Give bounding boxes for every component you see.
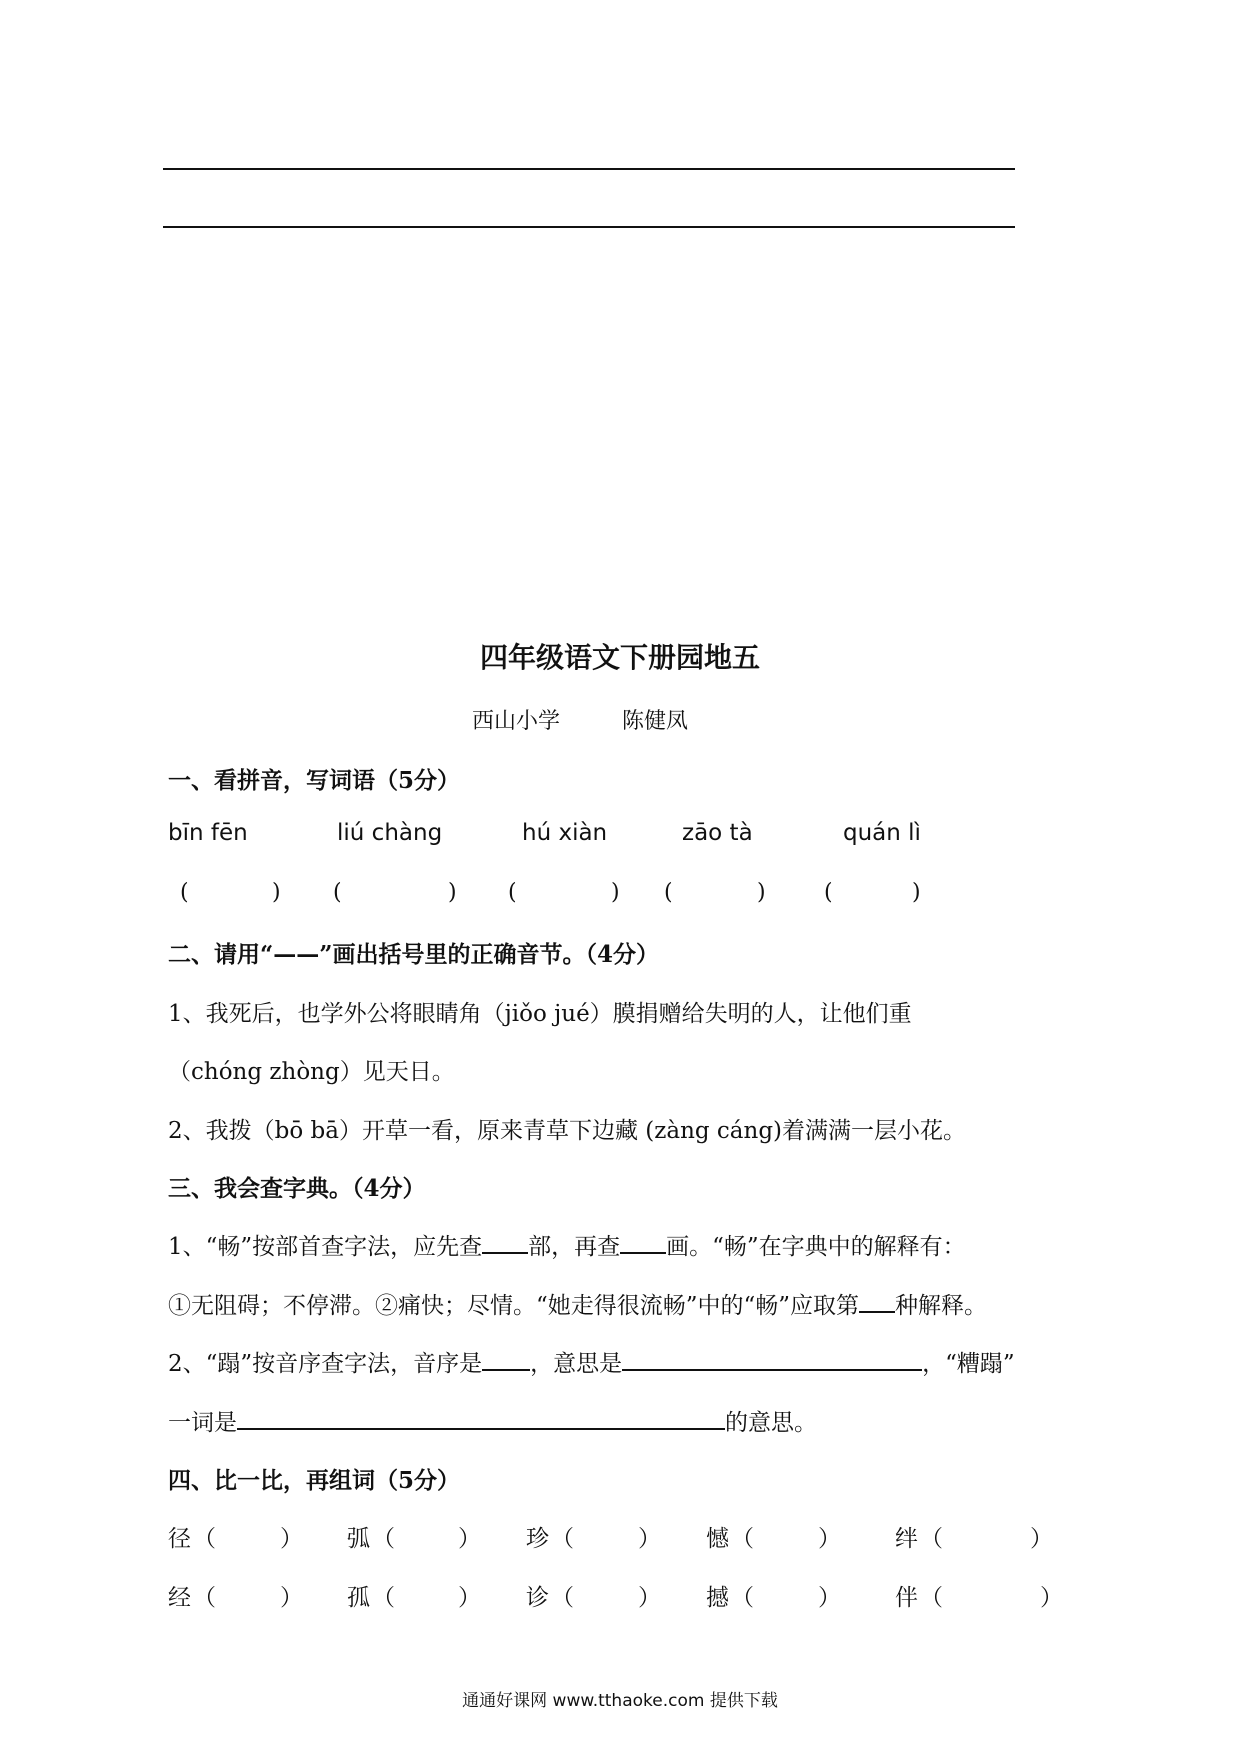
- answer-box-3-close: ): [611, 880, 620, 905]
- compare-paren-2-1-close: ）: [280, 1585, 303, 1611]
- pinyin-1: bīn fēn: [168, 820, 248, 846]
- compare-paren-2-5-close: ）: [1040, 1585, 1063, 1611]
- section3-q1-line2: [168, 1287, 987, 1320]
- writing-line-2: [163, 226, 1015, 228]
- compare-char-2-4: 撼: [706, 1585, 729, 1611]
- answer-box-2-open: (: [333, 880, 342, 905]
- compare-char-1-3: 珍: [526, 1526, 549, 1552]
- pinyin-2: liú chàng: [337, 820, 443, 846]
- section3-heading: 三、我会查字典。（4分）: [168, 1175, 426, 1202]
- section3-q2-text-a: 2、“蹋”按音序查字法，音序是: [168, 1351, 483, 1377]
- section3-q2-text-d: 一词是: [168, 1410, 237, 1436]
- footer-credit: 通通好课网 www.tthaoke.com 提供下载: [462, 1691, 778, 1711]
- compare-paren-2-1-open: （: [193, 1585, 216, 1611]
- compare-paren-1-2-close: ）: [458, 1526, 481, 1552]
- section3-q2-line1: [168, 1345, 1015, 1378]
- blank-strokes[interactable]: [620, 1230, 666, 1254]
- pinyin-4: zāo tà: [682, 820, 753, 846]
- compare-paren-1-4-open: （: [731, 1526, 754, 1552]
- compare-paren-1-4-close: ）: [818, 1526, 841, 1552]
- compare-char-1-5: 绊: [895, 1526, 918, 1552]
- section3-q1-text-c: 画。“畅”在字典中的解释有：: [666, 1234, 966, 1260]
- section3-q2-text-b: ，意思是: [530, 1351, 623, 1377]
- answer-box-1-close: ): [272, 880, 281, 905]
- section3-q2-text-c: ，“糟蹋”: [922, 1351, 1015, 1377]
- answer-box-2-close: ): [448, 880, 457, 905]
- answer-box-5-open: (: [824, 880, 833, 905]
- answer-box-5-close: ): [912, 880, 921, 905]
- author-name: 陈健凤: [622, 709, 689, 734]
- blank-word-meaning[interactable]: [237, 1406, 725, 1430]
- section3-q1-text-d: ①无阻碍；不停滞。②痛快；尽情。“她走得很流畅”中的“畅”应取第: [168, 1293, 860, 1319]
- compare-paren-2-2-close: ）: [458, 1585, 481, 1611]
- pinyin-5: quán lì: [843, 820, 921, 846]
- compare-char-1-2: 弧: [347, 1526, 370, 1552]
- compare-paren-1-1-open: （: [193, 1526, 216, 1552]
- answer-box-3-open: (: [508, 880, 517, 905]
- compare-paren-1-3-open: （: [551, 1526, 574, 1552]
- compare-paren-2-2-open: （: [372, 1585, 395, 1611]
- blank-letter-order[interactable]: [482, 1347, 530, 1371]
- compare-paren-2-4-open: （: [731, 1585, 754, 1611]
- blank-meaning[interactable]: [622, 1347, 922, 1371]
- section2-q1-line1: 1、我死后，也学外公将眼睛角（jiǒo jué）膜捐赠给失明的人，让他们重: [168, 1001, 912, 1027]
- pinyin-3: hú xiàn: [522, 820, 608, 846]
- author-school: 西山小学: [472, 709, 561, 734]
- compare-paren-2-5-open: （: [920, 1585, 943, 1611]
- section3-q2-line2: [168, 1404, 817, 1437]
- compare-char-2-2: 孤: [347, 1585, 370, 1611]
- section3-q1-text-e: 种解释。: [895, 1293, 988, 1319]
- compare-paren-2-4-close: ）: [818, 1585, 841, 1611]
- compare-char-1-4: 憾: [706, 1526, 729, 1552]
- writing-line-1: [163, 168, 1015, 170]
- compare-paren-2-3-close: ）: [638, 1585, 661, 1611]
- compare-paren-1-3-close: ）: [638, 1526, 661, 1552]
- answer-box-4-close: ): [757, 880, 766, 905]
- answer-box-4-open: (: [664, 880, 673, 905]
- section3-q1-text-a: 1、“畅”按部首查字法，应先查: [168, 1234, 483, 1260]
- compare-paren-1-5-open: （: [920, 1526, 943, 1552]
- section2-heading: 二、请用“——”画出括号里的正确音节。（4分）: [168, 941, 659, 968]
- blank-radical[interactable]: [482, 1230, 528, 1254]
- section2-q2: 2、我拨（bō bā）开草一看，原来青草下边藏 (zàng cáng)着满满一层小花。: [168, 1118, 967, 1144]
- section1-heading: 一、看拼音，写词语（5分）: [168, 767, 461, 794]
- compare-char-1-1: 径: [168, 1526, 191, 1552]
- compare-char-2-5: 伴: [895, 1585, 918, 1611]
- compare-paren-2-3-open: （: [551, 1585, 574, 1611]
- compare-char-2-3: 诊: [526, 1585, 549, 1611]
- page-title: 四年级语文下册园地五: [479, 641, 760, 674]
- section3-q2-text-e: 的意思。: [725, 1410, 817, 1436]
- compare-char-2-1: 经: [168, 1585, 191, 1611]
- compare-paren-1-5-close: ）: [1030, 1526, 1053, 1552]
- section4-heading: 四、比一比，再组词（5分）: [168, 1467, 461, 1494]
- section3-q1-line1: [168, 1228, 966, 1261]
- compare-paren-1-2-open: （: [372, 1526, 395, 1552]
- compare-paren-1-1-close: ）: [280, 1526, 303, 1552]
- section2-q1-line2: （chóng zhòng）见天日。: [168, 1059, 455, 1085]
- blank-definition-number[interactable]: [859, 1289, 895, 1313]
- answer-box-1-open: (: [180, 880, 189, 905]
- section3-q1-text-b: 部，再查: [528, 1234, 621, 1260]
